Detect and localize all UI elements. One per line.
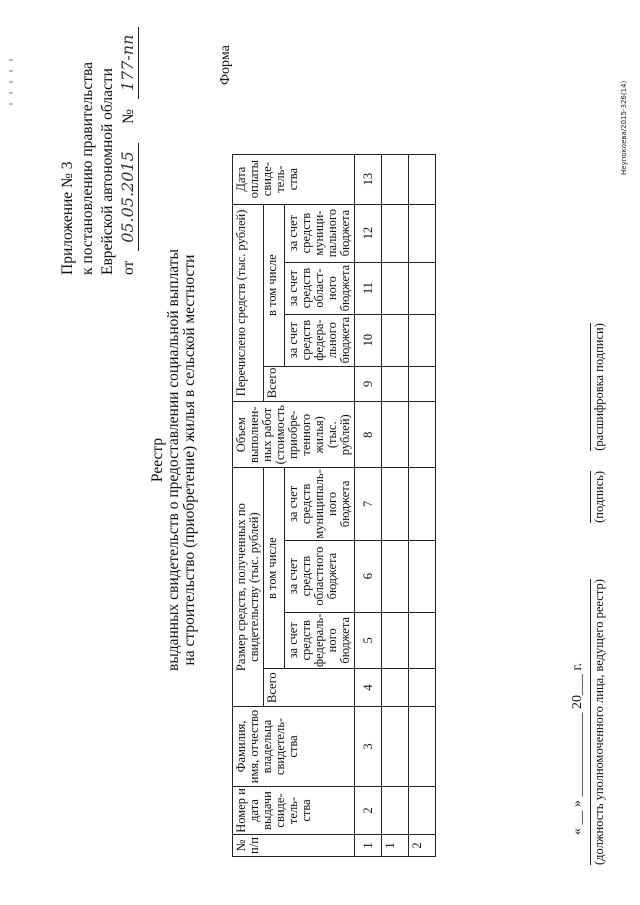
handwritten-date: 05.05.2015 xyxy=(118,143,139,251)
col-transferred-municipal: за счет средств муници-пального бюджета xyxy=(285,204,355,262)
footer-date-line: « __ » ____________ 20___ г. xyxy=(570,662,585,835)
col-owner-header: Фамилия, имя, отчество владельца свидетель-ства xyxy=(233,707,355,787)
appendix-line-2: к постановлению правительства xyxy=(79,61,96,275)
appendix-date-line xyxy=(118,15,139,275)
col-volume-header: Объем выполнен-ных работ (стоимость приобре-тенного жилья) (тыс. рублей) xyxy=(233,402,355,468)
table-row xyxy=(409,154,436,856)
column-number: 6 xyxy=(355,540,382,612)
column-number: 8 xyxy=(355,402,382,468)
footer-decipher-label: (расшифровка подписи) xyxy=(592,323,606,451)
col-transferred-federal: за счет средств федера-льного бюджета xyxy=(285,314,355,366)
column-number: 12 xyxy=(355,204,382,262)
number-prefix: № xyxy=(120,109,137,124)
col-certificate-header: Номер и дата выдачи свиде-тель-ства xyxy=(233,787,355,835)
col-transferred-regional: за счет средств област-ного бюджета xyxy=(285,262,355,314)
col-received-regional: за счет средств областного бюджета xyxy=(285,540,355,612)
row-number: 2 xyxy=(409,835,436,857)
footer-signature-label: (подпись) xyxy=(592,470,606,523)
scan-marks xyxy=(0,15,10,105)
col-received-municipal: за счет средств муниципаль-ного бюджета xyxy=(285,468,355,540)
col-received-header: Размер средств, полученных по свидетельству (тыс. рублей) xyxy=(233,468,264,707)
row-number: 1 xyxy=(382,835,409,857)
form-label: Форма xyxy=(218,45,233,85)
column-number: 10 xyxy=(355,314,382,366)
registry-table xyxy=(232,154,436,857)
document-stamp: Неупокоева/2015-326(14) xyxy=(620,80,628,175)
appendix-header xyxy=(58,15,139,275)
handwritten-number: 177-пп xyxy=(118,27,139,100)
column-number: 5 xyxy=(355,612,382,668)
col-received-incl-header: в том числе xyxy=(264,468,285,669)
date-prefix: от xyxy=(120,260,137,275)
appendix-title: Приложение № 3 xyxy=(59,161,76,275)
title-line-2: выданных свидетельств о предоставлении социальной выплаты xyxy=(165,249,182,671)
col-received-total-header: Всего xyxy=(264,669,355,707)
col-transferred-header: Перечислено средств (тыс. рублей) xyxy=(233,204,264,402)
footer-signature-line xyxy=(590,323,607,865)
column-number: 9 xyxy=(355,366,382,402)
table-row xyxy=(382,154,409,856)
footer-position-label: (должность уполномоченного лица, ведущего реестр) xyxy=(592,579,606,865)
column-number: 2 xyxy=(355,787,382,835)
title-line-3: на строительство (приобретение) жилья в сельской местности xyxy=(181,254,198,666)
document-title xyxy=(150,85,198,835)
header-row-1 xyxy=(233,154,264,856)
column-number: 7 xyxy=(355,468,382,540)
column-number: 4 xyxy=(355,669,382,707)
title-line-1: Реестр xyxy=(149,437,166,483)
col-transferred-total-header: Всего xyxy=(264,366,355,402)
col-num-header: № п/п xyxy=(233,835,355,857)
col-received-federal: за счет средств федераль-ного бюджета xyxy=(285,612,355,668)
appendix-line-3: Еврейской автономной области xyxy=(99,68,116,275)
column-numbers-row xyxy=(355,154,382,856)
column-number: 3 xyxy=(355,707,382,787)
column-number: 1 xyxy=(355,835,382,857)
column-number: 13 xyxy=(355,154,382,204)
col-transferred-incl-header: в том числе xyxy=(264,204,285,366)
column-number: 11 xyxy=(355,262,382,314)
col-paydate-header: Дата оплаты свиде-тель-ства xyxy=(233,154,355,204)
